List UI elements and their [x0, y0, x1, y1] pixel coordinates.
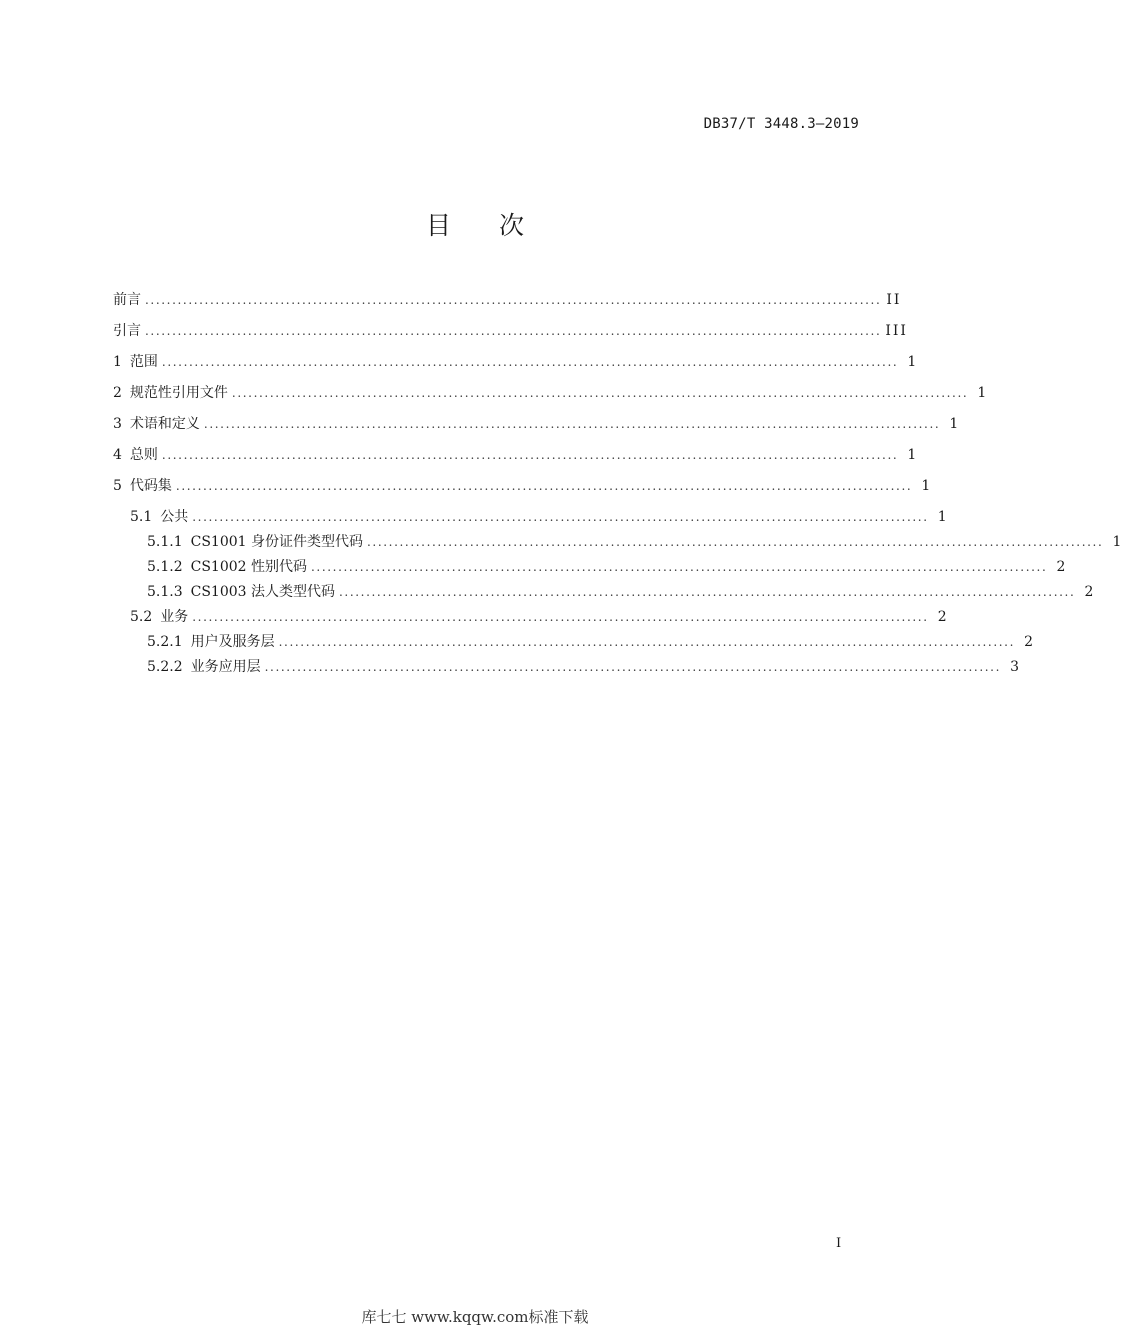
toc-entry-label — [130, 506, 188, 526]
toc-entry-page: III — [885, 323, 908, 339]
toc-entry-label — [147, 631, 275, 651]
toc-entry[interactable] — [113, 444, 919, 464]
toc-entry[interactable] — [147, 581, 1096, 601]
toc-entry-label — [113, 351, 158, 371]
toc-entry-label — [130, 606, 188, 626]
toc-entry-page: 2 — [1056, 559, 1068, 575]
toc-entry-text: 用户及服务层 — [190, 634, 275, 650]
toc-dot-leader: ........................................................................................................................................ — [192, 610, 929, 624]
toc-dot-leader: ........................................................................................................................................ — [203, 417, 941, 431]
toc-entry-label — [113, 444, 158, 464]
toc-entry-text: 术语和定义 — [129, 416, 200, 432]
toc-dot-leader: ........................................................................................................................................ — [231, 386, 969, 400]
toc-entry-number: 1 — [113, 354, 122, 370]
toc-dot-leader: ........................................................................................................................................ — [145, 324, 882, 338]
toc-entry-text: 公共 — [160, 509, 189, 525]
toc-entry-page: 1 — [907, 447, 919, 463]
toc-dot-leader: ........................................................................................................................................ — [339, 585, 1076, 599]
toc-entry[interactable] — [130, 606, 949, 626]
toc-entry-number: 5.1.1 — [147, 534, 183, 550]
toc-entry[interactable] — [147, 631, 1035, 651]
toc-entry-label — [113, 475, 172, 495]
toc-entry[interactable] — [113, 351, 919, 371]
toc-entry-label — [147, 556, 307, 576]
toc-entry-label — [147, 531, 363, 551]
site-watermark: 库七七 www.kqqw.com标准下载 — [361, 1308, 589, 1326]
toc-entry-label — [113, 413, 200, 433]
toc-entry-text: CS1001 身份证件类型代码 — [190, 534, 364, 550]
toc-dot-leader: ........................................................................................................................................ — [367, 535, 1104, 549]
toc-entry-number: 4 — [113, 447, 122, 463]
toc-entry-number: 5 — [113, 478, 122, 494]
toc-entry[interactable] — [130, 506, 949, 526]
toc-entry-number: 5.2.1 — [147, 634, 183, 650]
toc-entry[interactable] — [113, 382, 989, 402]
toc-entry-number: 2 — [113, 385, 122, 401]
document-code: DB37/T 3448.3—2019 — [703, 116, 859, 132]
toc-dot-leader: ........................................................................................................................................ — [175, 479, 913, 493]
toc-entry-number: 5.2.2 — [147, 659, 183, 675]
toc-entry-text: 范围 — [129, 354, 158, 370]
toc-entry-page: 2 — [937, 609, 949, 625]
toc-entry-text: 总则 — [129, 447, 158, 463]
toc-entry-number: 5.1.3 — [147, 584, 183, 600]
toc-entry-number: 5.1.2 — [147, 559, 183, 575]
toc-entry-text: 规范性引用文件 — [129, 385, 228, 401]
toc-entry-label: 前言 — [113, 292, 141, 308]
toc-entry-label — [147, 656, 261, 676]
toc-entry-label: 引言 — [113, 323, 141, 339]
toc-entry-label — [113, 382, 228, 402]
toc-dot-leader: ........................................................................................................................................ — [278, 635, 1015, 649]
toc-dot-leader: ........................................................................................................................................ — [145, 293, 882, 307]
toc-entry-number: 5.1 — [130, 509, 153, 525]
toc-entry[interactable] — [147, 531, 1123, 551]
toc-entry-page: 1 — [937, 509, 949, 525]
toc-entry[interactable] — [147, 556, 1068, 576]
toc-dot-leader: ........................................................................................................................................ — [161, 448, 899, 462]
toc-entry-text: CS1003 法人类型代码 — [190, 584, 336, 600]
toc-entry-page: II — [886, 292, 902, 308]
toc-entry[interactable] — [113, 413, 961, 433]
toc-entry-number: 3 — [113, 416, 122, 432]
toc-entry-page: 1 — [949, 416, 961, 432]
toc-entry-page: 2 — [1024, 634, 1035, 650]
toc-entry-page: 1 — [907, 354, 919, 370]
toc-entry-page: 2 — [1084, 584, 1096, 600]
toc-entry-page: 3 — [1010, 659, 1021, 675]
toc-entry-text: CS1002 性别代码 — [190, 559, 308, 575]
toc-entry-page: 1 — [977, 385, 989, 401]
toc-entry-text: 业务应用层 — [190, 659, 261, 675]
toc-dot-leader: ........................................................................................................................................ — [192, 510, 929, 524]
toc-entry-label — [147, 581, 335, 601]
toc-entry-text: 业务 — [160, 609, 189, 625]
toc-dot-leader: ........................................................................................................................................ — [161, 355, 899, 369]
page-number: I — [836, 1236, 842, 1251]
toc-title: 目次 — [425, 211, 572, 240]
toc-dot-leader: ........................................................................................................................................ — [311, 560, 1048, 574]
toc-dot-leader: ........................................................................................................................................ — [264, 660, 1001, 674]
toc-entry[interactable] — [113, 320, 908, 340]
toc-entry-text: 代码集 — [129, 478, 172, 494]
toc-entry[interactable] — [113, 289, 902, 309]
toc-entry[interactable] — [147, 656, 1021, 676]
toc-entry-page: 1 — [1112, 534, 1123, 550]
toc-entry-page: 1 — [921, 478, 933, 494]
toc-entry-number: 5.2 — [130, 609, 153, 625]
toc-entry[interactable] — [113, 475, 933, 495]
